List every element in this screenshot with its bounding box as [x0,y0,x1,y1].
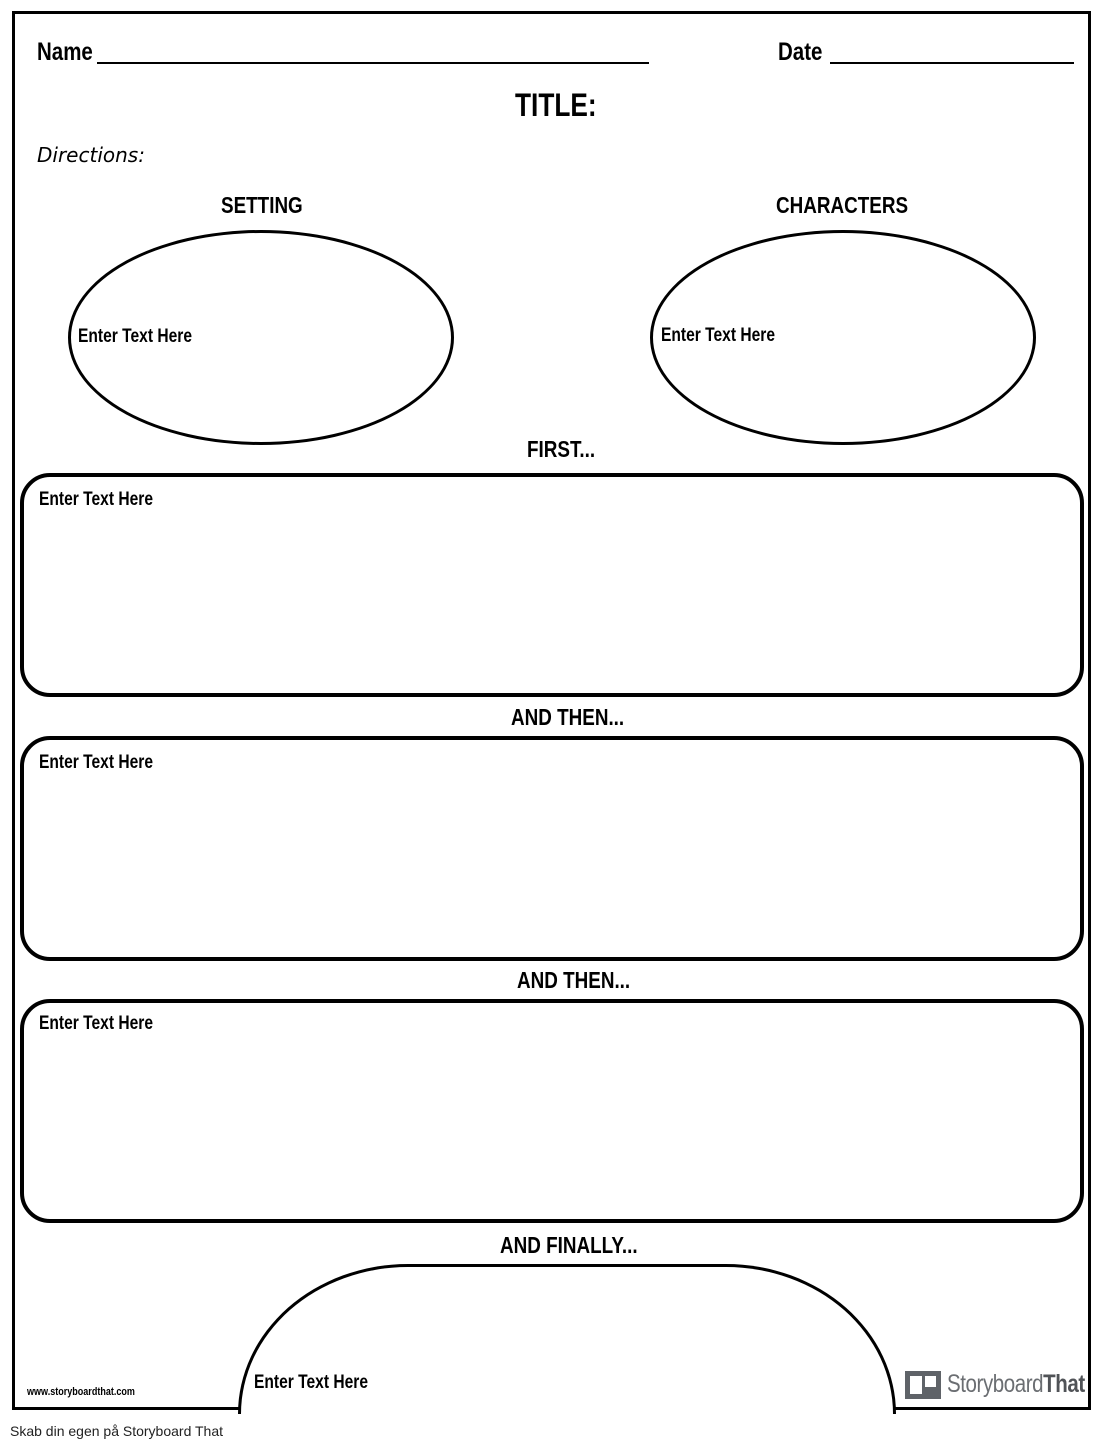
first-box[interactable] [20,473,1084,697]
date-field-line[interactable] [830,62,1074,64]
first-heading: FIRST... [527,436,596,462]
and-then-text-field-2[interactable]: Enter Text Here [39,1013,154,1034]
page-caption[interactable]: Skab din egen på Storyboard That [10,1423,224,1439]
first-text-field[interactable]: Enter Text Here [39,489,154,510]
storyboardthat-logo[interactable] [905,1370,1106,1399]
and-then-heading-1: AND THEN... [511,704,625,730]
website-url[interactable]: www.storyboardthat.com [27,1386,135,1398]
setting-text-field[interactable]: Enter Text Here [78,326,193,347]
and-then-box-2[interactable] [20,999,1084,1223]
and-then-box-1[interactable] [20,736,1084,961]
and-then-heading-2: AND THEN... [517,967,631,993]
storyboard-logo-icon [905,1371,941,1399]
and-finally-text-field[interactable]: Enter Text Here [254,1372,369,1393]
setting-heading: SETTING [221,192,303,218]
name-field-line[interactable] [97,62,649,64]
directions-label: Directions: [37,143,145,167]
date-label: Date [778,38,823,66]
page-title: TITLE: [515,87,597,123]
and-then-text-field-1[interactable]: Enter Text Here [39,752,154,773]
characters-text-field[interactable]: Enter Text Here [661,325,776,346]
characters-heading: CHARACTERS [776,192,909,218]
and-finally-heading: AND FINALLY... [500,1232,638,1258]
name-label: Name [37,38,93,66]
logo-text: StoryboardThat [947,1370,1085,1398]
